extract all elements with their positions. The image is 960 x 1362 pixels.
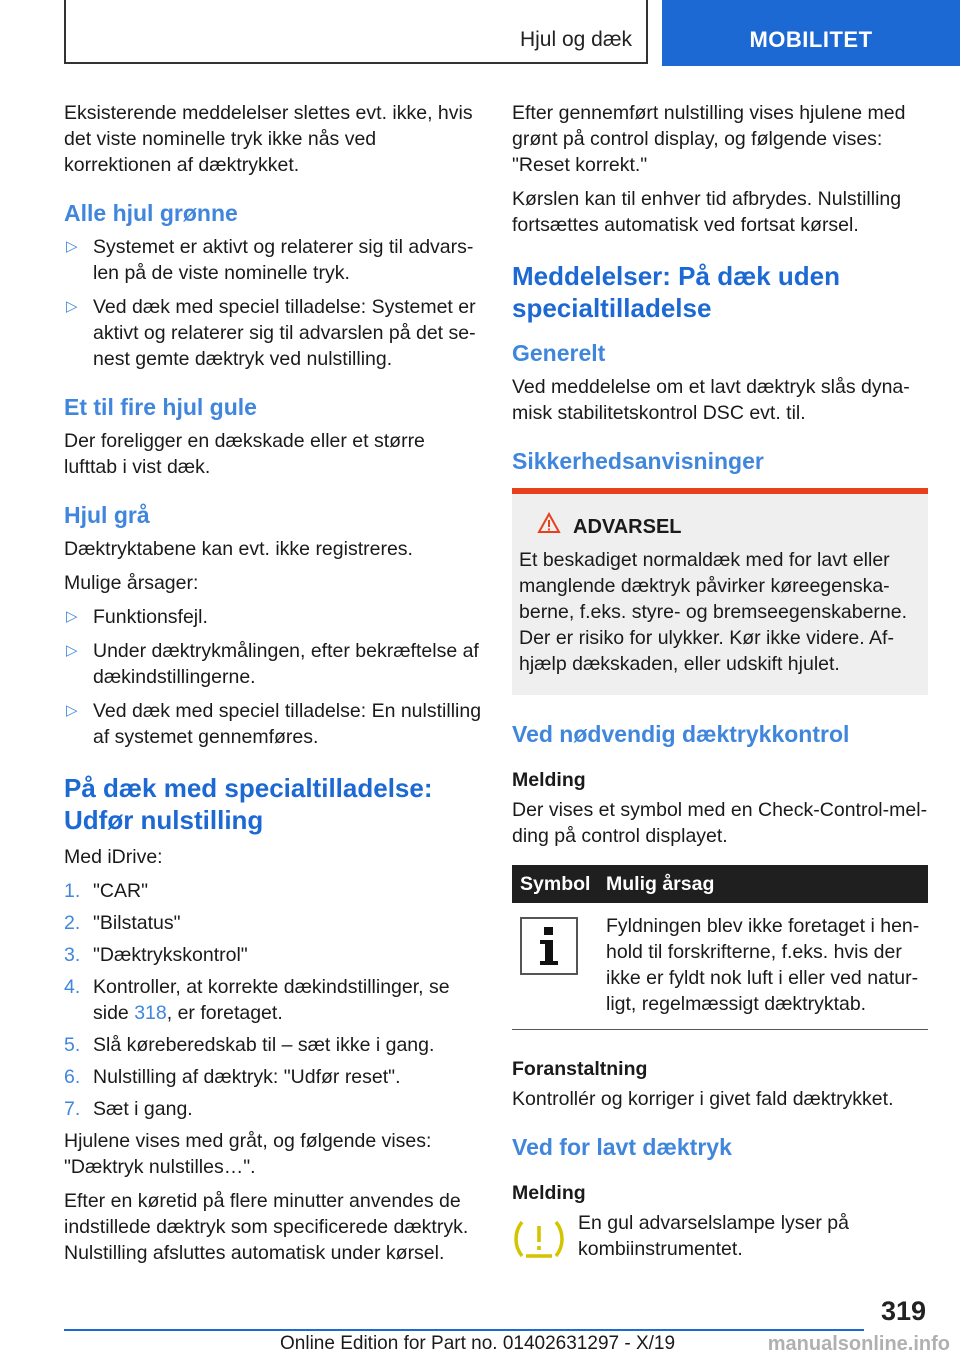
- heading-general: Generelt: [512, 340, 606, 366]
- melding-label-2: Melding: [512, 1182, 586, 1204]
- grey-text: Dæktryktabene kan evt. ikke registreres.: [64, 538, 413, 560]
- heading-safety: Sikkerhedsanvisninger: [512, 448, 764, 474]
- measure-label: Foranstaltning: [512, 1058, 648, 1080]
- step-item: 7. Sæt i gang.: [64, 1098, 193, 1120]
- heading-all-green: Alle hjul grønne: [64, 200, 238, 226]
- page-link[interactable]: 318: [134, 1002, 167, 1024]
- measure-text: Kontrollér og korriger i givet fald dæktrykket.: [512, 1088, 894, 1110]
- heading-pressure-check: Ved nødvendig dæktrykkontrol: [512, 721, 850, 747]
- chapter-tab[interactable]: MOBILITET: [662, 0, 960, 66]
- after-reset-text-2: Efter en køretid på flere minutter anvendes de indstillede dæktryk som specificerede dæktryk. Nulstilling afsluttes automatisk under kørsel.: [64, 1190, 469, 1264]
- info-icon: [520, 917, 578, 975]
- melding-text-2: En gul advarselslampe lyser på kombiinstrumentet.: [578, 1212, 849, 1260]
- list-item: ▷ Ved dæk med speciel tilladelse: En nulstilling af systemet gennemføres.: [66, 700, 482, 748]
- step-item: 3. "Dæktrykskontrol": [64, 944, 248, 966]
- triangle-bullet-icon: ▷: [66, 702, 78, 719]
- list-item: ▷ Under dæktrykmålingen, efter bekræftelse af dækindstillingerne.: [66, 640, 479, 688]
- causes-label: Mulige årsager:: [64, 572, 199, 594]
- triangle-bullet-icon: ▷: [66, 298, 78, 315]
- idrive-label: Med iDrive:: [64, 846, 163, 868]
- heading-messages: Meddelelser: På dæk uden specialtilladelse: [512, 261, 840, 323]
- warning-box: [512, 494, 928, 695]
- list-item: ▷ Ved dæk med speciel tilladelse: Systemet er aktivt og relaterer sig til advarslen på det senest gemte dæktryk ved nulstilling.: [66, 296, 476, 370]
- step-item: 4. Kontroller, at korrekte dækindstillinger, se side 318, er foretaget.: [64, 976, 450, 1024]
- warning-text: Et beskadiget normaldæk med for lavt eller manglende dæktryk påvirker køreegenskaberne, f.eks. styre- og bremseegenskaberne. Der er risiko for ulykker. Kør ikke videre. Afhjælp dækskaden, eller udskift hjulet.: [519, 549, 908, 675]
- list-item: ▷ Funktionsfejl.: [66, 606, 208, 628]
- yellow-text: Der foreligger en dækskade eller et større lufttab i vist dæk.: [64, 430, 425, 478]
- warning-triangle-icon: [537, 512, 561, 541]
- table-header: [512, 865, 928, 903]
- footer-divider: [64, 1329, 864, 1331]
- heading-grey: Hjul grå: [64, 502, 150, 528]
- table-header-symbol: Symbol: [520, 873, 591, 895]
- melding-label: Melding: [512, 769, 586, 791]
- triangle-bullet-icon: ▷: [66, 642, 78, 659]
- left-column: [64, 100, 482, 1274]
- grey-list: [64, 604, 482, 750]
- warning-title: ADVARSEL: [573, 515, 682, 538]
- table-row: [512, 903, 928, 1030]
- table-header-cause: Mulig årsag: [606, 873, 715, 895]
- step-item: 1. "CAR": [64, 880, 149, 902]
- general-text: Ved meddelelse om et lavt dæktryk slås dynamisk stabilitetskontrol DSC evt. til.: [512, 376, 910, 424]
- interrupt-text: Kørslen kan til enhver tid afbrydes. Nulstilling fortsættes automatisk ved fortsat kørsel.: [512, 188, 902, 236]
- triangle-bullet-icon: ▷: [66, 238, 78, 255]
- step-item: 2. "Bilstatus": [64, 912, 181, 934]
- heading-reset: På dæk med specialtilladelse: Udfør nulstilling: [64, 773, 433, 835]
- steps-list: [64, 878, 482, 1122]
- reset-done-text: Efter gennemført nulstilling vises hjulene med grønt på control display, og følgende vises: "Reset korrekt.": [512, 102, 906, 176]
- triangle-bullet-icon: ▷: [66, 608, 78, 625]
- heading-low-pressure: Ved for lavt dæktryk: [512, 1134, 732, 1160]
- page-number: 319: [880, 1296, 926, 1326]
- melding-text: Der vises et symbol med en Check-Control-melding på control displayet.: [512, 799, 928, 847]
- step-item: 6. Nulstilling af dæktryk: "Udfør reset".: [64, 1066, 401, 1088]
- heading-yellow: Et til fire hjul gule: [64, 394, 257, 420]
- step-item: 5. Slå køreberedskab til – sæt ikke i gang.: [64, 1034, 435, 1056]
- table-cell-cause: Fyldningen blev ikke foretaget i henhold til forskrifterne, f.eks. hvis der ikke er fyldt nok luft i eller ved naturligt, regelmæssigt dæktryktab.: [606, 915, 920, 1015]
- section-title: Hjul og dæk: [519, 28, 632, 51]
- after-reset-text-1: Hjulene vises med gråt, og følgende vises: "Dæktryk nulstilles…".: [64, 1130, 432, 1178]
- tire-pressure-warning-icon: [512, 1216, 566, 1270]
- intro-paragraph: Eksisterende meddelelser slettes evt. ikke, hvis det viste nominelle tryk ikke nås ved korrektionen af dæktrykket.: [64, 102, 473, 176]
- edition-footer: Online Edition for Part no. 01402631297 - X/19: [280, 1333, 676, 1354]
- green-list: [64, 234, 482, 372]
- watermark: manualsonline.info: [767, 1333, 950, 1355]
- right-column: [512, 100, 928, 1270]
- list-item: ▷ Systemet er aktivt og relaterer sig til advarslen på de viste nominelle tryk.: [66, 236, 474, 284]
